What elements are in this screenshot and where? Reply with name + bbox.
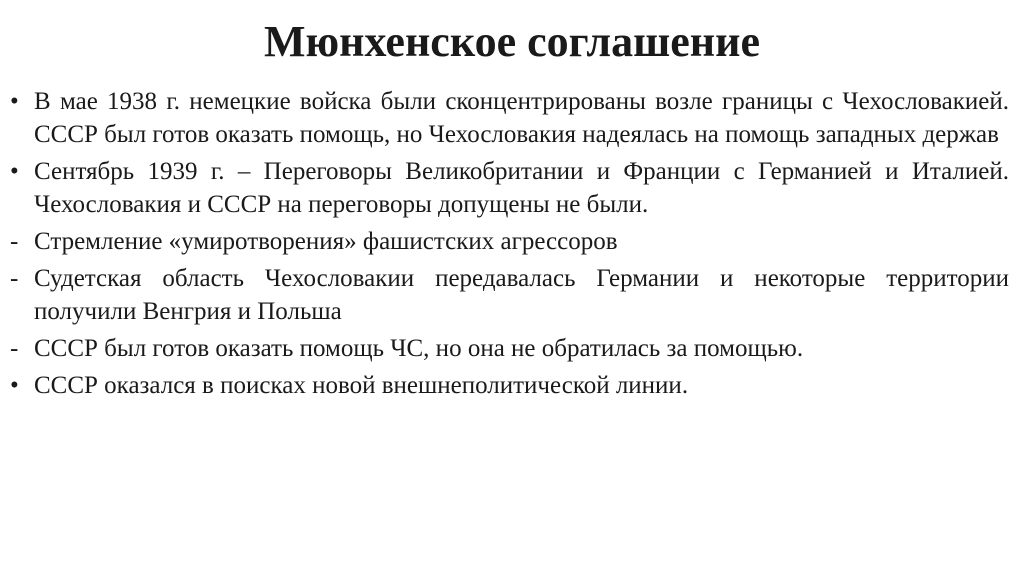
list-item-text: Сентябрь 1939 г. – Переговоры Великобритании и Франции с Германией и Италией. Чехословакия и СССР на переговоры допущены не были.: [34, 158, 1009, 218]
dash-marker: -: [10, 335, 19, 362]
dash-marker: -: [10, 228, 19, 255]
list-item: [10, 85, 1009, 151]
list-item: [10, 225, 1009, 258]
list-item: [10, 369, 1009, 402]
bullet-list: [10, 85, 1009, 406]
list-item: [10, 155, 1009, 221]
slide-title: Мюнхенское соглашение: [264, 17, 760, 66]
bullet-marker: •: [10, 158, 19, 185]
dash-marker: -: [10, 265, 19, 292]
list-item-text: СССР был готов оказать помощь ЧС, но она не обратилась за помощью.: [34, 335, 804, 362]
list-item-text: Стремление «умиротворения» фашистских агрессоров: [34, 228, 618, 255]
list-item-text: Судетская область Чехословакии передавалась Германии и некоторые территории получили Венгрия и Польша: [34, 265, 1009, 325]
bullet-marker: •: [10, 372, 19, 399]
list-item: [10, 262, 1009, 328]
bullet-marker: •: [10, 88, 19, 115]
list-item-text: СССР оказался в поисках новой внешнеполитической линии.: [34, 372, 689, 399]
list-item-text: В мае 1938 г. немецкие войска были сконцентрированы возле границы с Чехословакией. СССР был готов оказать помощь, но Чехословакия надеялась на помощь западных держав: [34, 88, 1009, 148]
list-item: [10, 332, 1009, 365]
